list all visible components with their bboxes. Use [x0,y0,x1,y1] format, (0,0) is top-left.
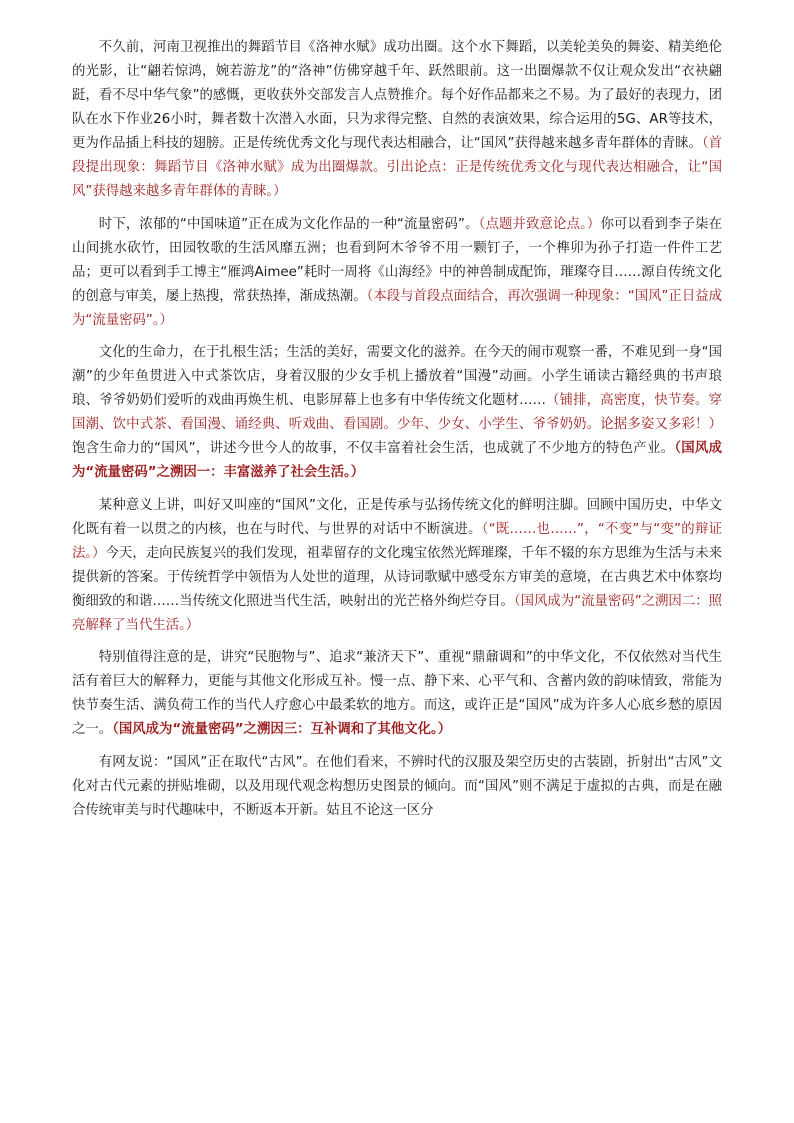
annotation-2: （国风成为“流量密码”之溯因二：照亮解释了当代生活。） [72,593,722,633]
annotation: （铺排，高密度，快节奏。穿国潮、饮中式茶、看国漫、诵经典、听戏曲、看国剧。少年、少女、小学生、爷爷奶奶。论据多姿又多彩！） [72,393,723,432]
document-page [72,36,722,831]
paragraph-text: 有网友说：“国风”正在取代“古风”。在他们看来，不辨时代的汉服及架空历史的古装剧，折射出“古风”文化对古代元素的拼贴堆砌，以及用现代观念构想历史图景的倾向。而“国风”则不满足于虚拟的古典，而是在融合传统审美与时代趣味中，不断返本开新。姑且不论这一区分 [72,754,722,818]
paragraph-text-continued: 今天，走向民族复兴的我们发现，祖辈留存的文化瑰宝依然光辉璀璨，千年不辍的东方思维为生活与未来提供新的答案。于传统哲学中领悟为人处世的道理，从诗词歌赋中感受东方审美的意境，在古典艺术中体察均衡细致的和谐……当传统文化照进当代生活，映射出的光芒格外绚烂夺目。 [72,545,722,609]
annotation: （点题并致意论点。） [478,216,601,232]
annotation: （国风成为“流量密码”之溯因三：互补调和了其他文化。） [112,722,452,737]
paragraph-text-continued: 饱含生命力的“国风”，讲述今世今人的故事，不仅丰富着社会生活，也成就了不少地方的特色产业。 [72,441,675,456]
annotation: （“既……也……”，“不变”与“变”的辩证法。） [72,521,722,561]
paragraph-1 [72,36,722,204]
paragraph-3 [72,341,722,485]
paragraph-text: 文化的生命力，在于扎根生活；生活的美好，需要文化的滋养。在今天的闹市观察一番，不难见到一身“国潮”的少年鱼贯进入中式茶饮店，身着汉服的少女手机上播放着“国漫”动画。小学生诵读古籍经典的书声琅琅、爷爷奶奶们爱听的戏曲再焕生机、电影屏幕上也多有中华传统文化题材…… [72,345,722,408]
paragraph-text: 特别值得注意的是，讲究“民胞物与”、追求“兼济天下”、重视“鼎鼐调和”的中华文化，不仅依然对当代生活有着巨大的解释力，更能与其他文化形成互补。慢一点、静下来、心平气和、含蓄内敛的韵味情致，常能为快节奏生活、满负荷工作的当代人疗愈心中最柔软的地方。而这，或许正是“国风”成为许多人心底乡愁的原因之一。 [72,650,722,737]
annotation: （首段提出现象：舞蹈节目《洛神水赋》成为出圈爆款。引出论点：正是传统优秀文化与现代表达相融合，让“国风”获得越来越多青年群体的青睐。） [72,136,722,199]
paragraph-text: 不久前，河南卫视推出的舞蹈节目《洛神水赋》成功出圈。这个水下舞蹈，以美轮美奂的舞姿、精美绝伦的光影，让“翩若惊鸿，婉若游龙”的“洛神”仿佛穿越千年、跃然眼前。这一出圈爆款不仅让观众发出“衣袂翩跹，看不尽中华气象”的感慨，更收获外交部发言人点赞推介。每个好作品都来之不易。为了最好的表现力，团队在水下作业26小时，舞者数十次潜入水面，只为求得完整、自然的表演效果，综合运用的5G、AR等技术，更为作品插上科技的翅膀。正是传统优秀文化与现代表达相融合，让“国风”获得越来越多青年群体的青睐。 [72,40,722,151]
annotation-2: （国风成为“流量密码”之溯因一：丰富滋养了社会生活。） [72,441,722,480]
paragraph-text: 时下，浓郁的“中国味道”正在成为文化作品的一种“流量密码”。 [98,216,479,232]
annotation-2: （本段与首段点面结合，再次强调一种现象：“国风”正日益成为“流量密码”。） [72,288,722,328]
paragraph-text-continued: 你可以看到李子柒在山间挑水砍竹，田园牧歌的生活风靡五洲；也看到阿木爷爷不用一颗钉子，一个榫卯为孙子打造一件件工艺品；更可以看到手工博主“雁鸿Aimee”耗时一周将《山海经》中的神兽制成配饰，璀璨夺目……源自传统文化的创意与审美，屡上热搜，常获热捧，渐成热潮。 [72,216,722,304]
paragraph-5 [72,646,722,742]
paragraph-2 [72,213,722,333]
paragraph-4 [72,494,722,638]
paragraph-text: 某种意义上讲，叫好又叫座的“国风”文化，正是传承与弘扬传统文化的鲜明注脚。回顾中国历史，中华文化既有着一以贯之的内核，也在与时代、与世界的对话中不断演进。 [72,497,722,537]
paragraph-6 [72,751,722,823]
